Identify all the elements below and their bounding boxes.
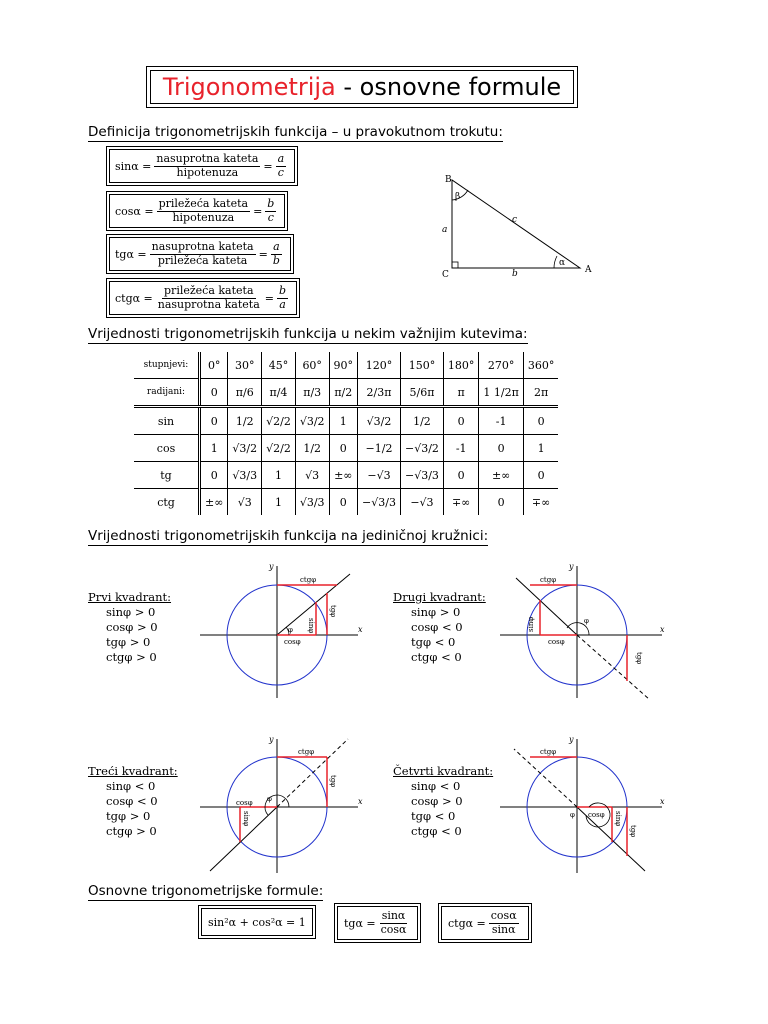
sin-cell: √3/2: [358, 407, 401, 435]
tg-cell: 0: [523, 462, 558, 489]
def-sin-rden: c: [277, 165, 284, 179]
tg-cell: √3/3: [228, 462, 262, 489]
ctg-cell: 0: [479, 489, 523, 516]
deg-cell: 360°: [523, 352, 558, 379]
values-table: [134, 352, 558, 515]
quadrant-line: tgφ < 0: [411, 635, 456, 649]
ctg-cell: 0: [329, 489, 358, 516]
sin-cell: 0: [523, 407, 558, 435]
ctg-cell: ±∞: [200, 489, 228, 516]
deg-cell: 150°: [400, 352, 443, 379]
cos-cell: −√3/2: [400, 435, 443, 462]
def-cos-den: hipotenuza: [172, 210, 235, 224]
def-cos-num: priležeća kateta: [158, 197, 249, 210]
tg-cell: −√3/3: [400, 462, 443, 489]
table-row-tg: [134, 462, 558, 489]
def-tg-num: nasuprotna kateta: [151, 240, 254, 253]
formula-ctg-lhs: ctgα =: [448, 916, 486, 930]
formula-tg-den: cosα: [380, 922, 407, 936]
rad-cell: π/6: [228, 379, 262, 407]
right-triangle-diagram: [430, 168, 610, 283]
fn-label-cos: cos: [134, 435, 200, 462]
quadrant-3-text: [88, 764, 178, 839]
cos-cell: 1: [523, 435, 558, 462]
axis-x-label: x: [660, 625, 665, 634]
def-ctg-num: priležeća kateta: [164, 284, 254, 297]
deg-cell: 90°: [329, 352, 358, 379]
quadrant-1-title: Prvi kvadrant:: [88, 590, 172, 604]
tg-cell: ±∞: [329, 462, 358, 489]
rad-cell: 1 1/2π: [479, 379, 523, 407]
def-tg-box: tgα = $\frac{\text{nasuprotna kateta}}{\text{priležeća kateta}}$ = $\frac{a}{b}$: [106, 234, 294, 274]
table-row-sin: [134, 407, 558, 435]
def-sin-num: nasuprotna kateta: [156, 152, 259, 165]
ctg-label: ctgφ: [540, 576, 557, 584]
tri-side-c: c: [512, 215, 518, 225]
def-cos-rnum: b: [267, 197, 275, 210]
def-ctg-box: ctgα = $\frac{\text{priležeća kateta}}{\text{nasuprotna kateta}}$ = $\frac{b}{a}$: [106, 278, 300, 318]
quadrant-line: tgφ > 0: [106, 809, 151, 823]
ctg-label: ctgφ: [300, 576, 317, 584]
rad-cell: 2π: [523, 379, 558, 407]
def-cos-lhs: cosα =: [115, 204, 154, 218]
quadrant-line: cosφ > 0: [106, 620, 158, 634]
def-tg-rden: b: [272, 253, 280, 267]
rad-cell: π/4: [262, 379, 296, 407]
row-label-radians: radijani:: [134, 379, 200, 407]
deg-cell: 270°: [479, 352, 523, 379]
tg-label: tgφ: [329, 775, 337, 788]
rad-cell: 0: [200, 379, 228, 407]
def-sin-box: sinα = $\frac{\text{nasuprotna kateta}}{\text{hipotenuza}}$ = $\frac{a}{c}$: [106, 146, 298, 186]
tri-label-C: C: [442, 270, 449, 280]
def-ctg-lhs: ctgα =: [115, 291, 153, 305]
unit-circle-q2: [500, 560, 668, 700]
tg-cell: 0: [200, 462, 228, 489]
formula-tg-lhs: tgα =: [344, 916, 376, 930]
quadrant-line: cosφ < 0: [411, 620, 463, 634]
cos-cell: -1: [443, 435, 479, 462]
cos-label: cosφ: [284, 638, 301, 646]
cos-cell: 0: [329, 435, 358, 462]
tri-side-a: a: [442, 225, 448, 235]
quadrant-line: ctgφ < 0: [411, 650, 462, 664]
rad-cell: 2/3π: [358, 379, 401, 407]
ctg-cell: 1: [262, 489, 296, 516]
def-cos-box: cosα = $\frac{\text{priležeća kateta}}{\text{hipotenuza}}$ = $\frac{b}{c}$: [106, 191, 288, 231]
tg-label: tgφ: [329, 605, 337, 618]
title-rest: - osnovne formule: [335, 73, 562, 101]
quadrant-line: sinφ < 0: [411, 779, 461, 793]
quadrant-line: ctgφ > 0: [106, 824, 157, 838]
axis-y-label: y: [269, 562, 274, 571]
axis-y-label: y: [569, 735, 574, 744]
section-unit-circle: Vrijednosti trigonometrijskih funkcija na jediničnoj kružnici:: [88, 528, 489, 544]
deg-cell: 45°: [262, 352, 296, 379]
ctg-label: ctgφ: [298, 748, 315, 756]
rad-cell: π: [443, 379, 479, 407]
quadrant-2-text: [393, 590, 486, 665]
def-tg-rnum: a: [273, 240, 280, 253]
def-ctg-rnum: b: [278, 284, 287, 297]
axis-x-label: x: [358, 797, 363, 806]
ctg-cell: ∓∞: [443, 489, 479, 516]
tg-label: tgφ: [629, 825, 637, 838]
quadrant-line: sinφ < 0: [106, 779, 156, 793]
phi-label: φ: [570, 811, 575, 819]
quadrant-1-text: [88, 590, 171, 665]
cos-cell: 0: [479, 435, 523, 462]
deg-cell: 180°: [443, 352, 479, 379]
quadrant-2-title: Drugi kvadrant:: [393, 590, 486, 604]
tg-cell: 0: [443, 462, 479, 489]
rad-cell: π/2: [329, 379, 358, 407]
def-sin-lhs: sinα =: [115, 159, 152, 173]
quadrant-line: sinφ > 0: [106, 605, 156, 619]
tri-label-A: A: [585, 265, 592, 275]
sin-cell: 0: [443, 407, 479, 435]
tg-cell: ±∞: [479, 462, 523, 489]
deg-cell: 120°: [358, 352, 401, 379]
axis-x-label: x: [660, 797, 665, 806]
formula-pythagorean-box: [198, 905, 316, 939]
quadrant-line: ctgφ > 0: [106, 650, 157, 664]
tg-cell: −√3: [358, 462, 401, 489]
tri-side-b: b: [512, 269, 518, 279]
formula-pythagorean: sin²α + cos²α = 1: [208, 915, 306, 929]
phi-label: φ: [267, 795, 272, 803]
quadrant-4-title: Četvrti kvadrant:: [393, 764, 494, 778]
title-frame: [146, 66, 578, 108]
sin-cell: 0: [200, 407, 228, 435]
sin-label: sinφ: [614, 811, 622, 827]
phi-label: φ: [288, 626, 293, 634]
tri-angle-alpha: α: [559, 258, 566, 268]
quadrant-line: sinφ > 0: [411, 605, 461, 619]
unit-circle-q3: [200, 735, 365, 875]
deg-cell: 60°: [295, 352, 329, 379]
table-row-radians: [134, 379, 558, 407]
cos-label: cosφ: [548, 638, 565, 646]
formula-tg-num: sinα: [381, 909, 406, 922]
quadrant-line: cosφ > 0: [411, 794, 463, 808]
unit-circle-q4: [500, 735, 668, 875]
sin-label: sinφ: [242, 811, 250, 827]
quadrant-line: cosφ < 0: [106, 794, 158, 808]
table-row-degrees: [134, 352, 558, 379]
def-cos-rden: c: [267, 210, 274, 224]
ctg-cell: √3: [228, 489, 262, 516]
def-tg-den: priležeća kateta: [157, 253, 248, 267]
fn-label-tg: tg: [134, 462, 200, 489]
row-label-degrees: stupnjevi:: [134, 352, 200, 379]
cos-cell: 1: [200, 435, 228, 462]
cos-cell: √2/2: [262, 435, 296, 462]
ctg-label: ctgφ: [540, 748, 557, 756]
sin-cell: 1: [329, 407, 358, 435]
section-definitions: Definicija trigonometrijskih funkcija – u pravokutnom trokutu:: [88, 124, 503, 140]
def-ctg-den: nasuprotna kateta: [157, 297, 260, 311]
title-red: Trigonometrija: [162, 73, 336, 101]
fn-label-sin: sin: [134, 407, 200, 435]
ctg-cell: −√3/3: [358, 489, 401, 516]
def-sin-rnum: a: [277, 152, 285, 165]
unit-circle-q1: [200, 560, 365, 700]
tri-label-B: B: [445, 175, 452, 185]
deg-cell: 30°: [228, 352, 262, 379]
rad-cell: π/3: [295, 379, 329, 407]
section-values: Vrijednosti trigonometrijskih funkcija u nekim važnijim kutevima:: [88, 326, 528, 342]
section-basic: Osnovne trigonometrijske formule:: [88, 883, 324, 899]
axis-y-label: y: [569, 562, 574, 571]
table-row-ctg: [134, 489, 558, 516]
tg-cell: 1: [262, 462, 296, 489]
sin-cell: √3/2: [295, 407, 329, 435]
sin-cell: -1: [479, 407, 523, 435]
axis-x-label: x: [358, 625, 363, 634]
tg-cell: √3: [295, 462, 329, 489]
formula-ctg-den: sinα: [491, 922, 516, 936]
ctg-cell: −√3: [400, 489, 443, 516]
sin-label: sinφ: [307, 618, 315, 634]
cos-cell: 1/2: [295, 435, 329, 462]
quadrant-4-text: [393, 764, 493, 839]
quadrant-line: ctgφ < 0: [411, 824, 462, 838]
sin-cell: √2/2: [262, 407, 296, 435]
cos-label: cosφ: [236, 799, 253, 807]
ctg-cell: √3/3: [295, 489, 329, 516]
sin-label: sinφ: [527, 616, 535, 632]
cos-label: cosφ: [588, 811, 605, 819]
cos-cell: −1/2: [358, 435, 401, 462]
cos-cell: √3/2: [228, 435, 262, 462]
formula-ctg-box: [438, 903, 532, 943]
tg-label: tgφ: [635, 652, 643, 665]
def-tg-lhs: tgα =: [115, 247, 147, 261]
def-sin-den: hipotenuza: [176, 165, 239, 179]
sin-cell: 1/2: [400, 407, 443, 435]
quadrant-line: tgφ < 0: [411, 809, 456, 823]
axis-y-label: y: [269, 735, 274, 744]
page-title: [150, 70, 574, 104]
rad-cell: 5/6π: [400, 379, 443, 407]
quadrant-line: tgφ > 0: [106, 635, 151, 649]
fn-label-ctg: ctg: [157, 495, 175, 509]
phi-label: φ: [584, 617, 589, 625]
def-ctg-rden: a: [279, 297, 286, 311]
sin-cell: 1/2: [228, 407, 262, 435]
deg-cell: 0°: [200, 352, 228, 379]
formula-tg-box: [334, 903, 421, 943]
tri-angle-beta: β: [455, 192, 461, 202]
formula-ctg-num: cosα: [490, 909, 517, 922]
ctg-cell: ∓∞: [523, 489, 558, 516]
quadrant-3-title: Treći kvadrant:: [88, 764, 178, 778]
table-row-cos: [134, 435, 558, 462]
